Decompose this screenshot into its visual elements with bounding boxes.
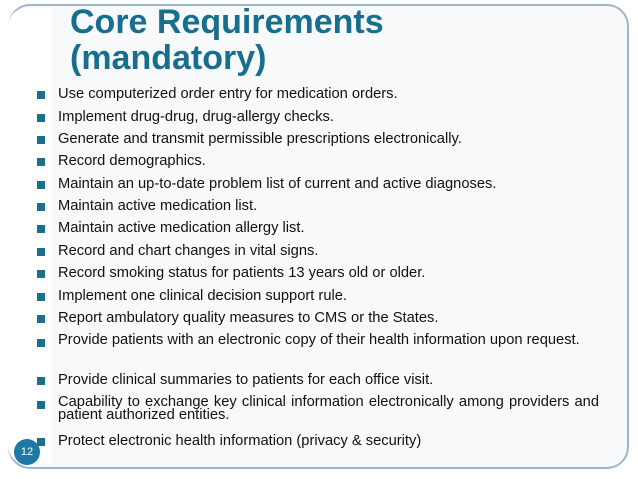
left-margin-bar — [8, 8, 52, 464]
slide-title — [70, 4, 590, 76]
bullet-square-icon — [37, 181, 45, 189]
title-line-2: (mandatory) — [70, 39, 267, 77]
bullet-square-icon — [37, 91, 45, 99]
bullet-square-icon — [37, 158, 45, 166]
slide: Core Requirements (mandatory) Use computerized order entry for medication orders. Implement drug-drug, drug-allergy checks. Generate and transmit permissible prescriptions electronically. Record demographics. Maintain an up-to-date problem list of current and active diagnoses. Maintain active medication list. Maintain active medication allergy list. Record and chart changes in vital signs. Record smoking status for patients 13 years old or older. Implement one clinical decision support rule. Report ambulatory quality measures to CMS or the States. Provide patients with an electronic copy of their health information upon request. Provide clinical summaries to patients for each office visit. Capability to exchange key clinical information electronically among providers and patient authorized entities. Protect electronic health information (privacy & security) 12 — [0, 0, 638, 479]
title-line-1: Core Requirements — [70, 3, 384, 41]
page-number-badge: 12 — [14, 439, 40, 465]
bullet-square-icon — [37, 114, 45, 122]
bullet-square-icon — [37, 293, 45, 301]
bullet-square-icon — [37, 248, 45, 256]
bullet-square-icon — [37, 315, 45, 323]
bullet-square-icon — [37, 203, 45, 211]
bullet-square-icon — [37, 270, 45, 278]
bullet-square-icon — [37, 401, 45, 409]
bullet-square-icon — [37, 136, 45, 144]
bullet-square-icon — [37, 377, 45, 385]
bullet-square-icon — [37, 339, 45, 347]
bullet-square-icon — [37, 225, 45, 233]
